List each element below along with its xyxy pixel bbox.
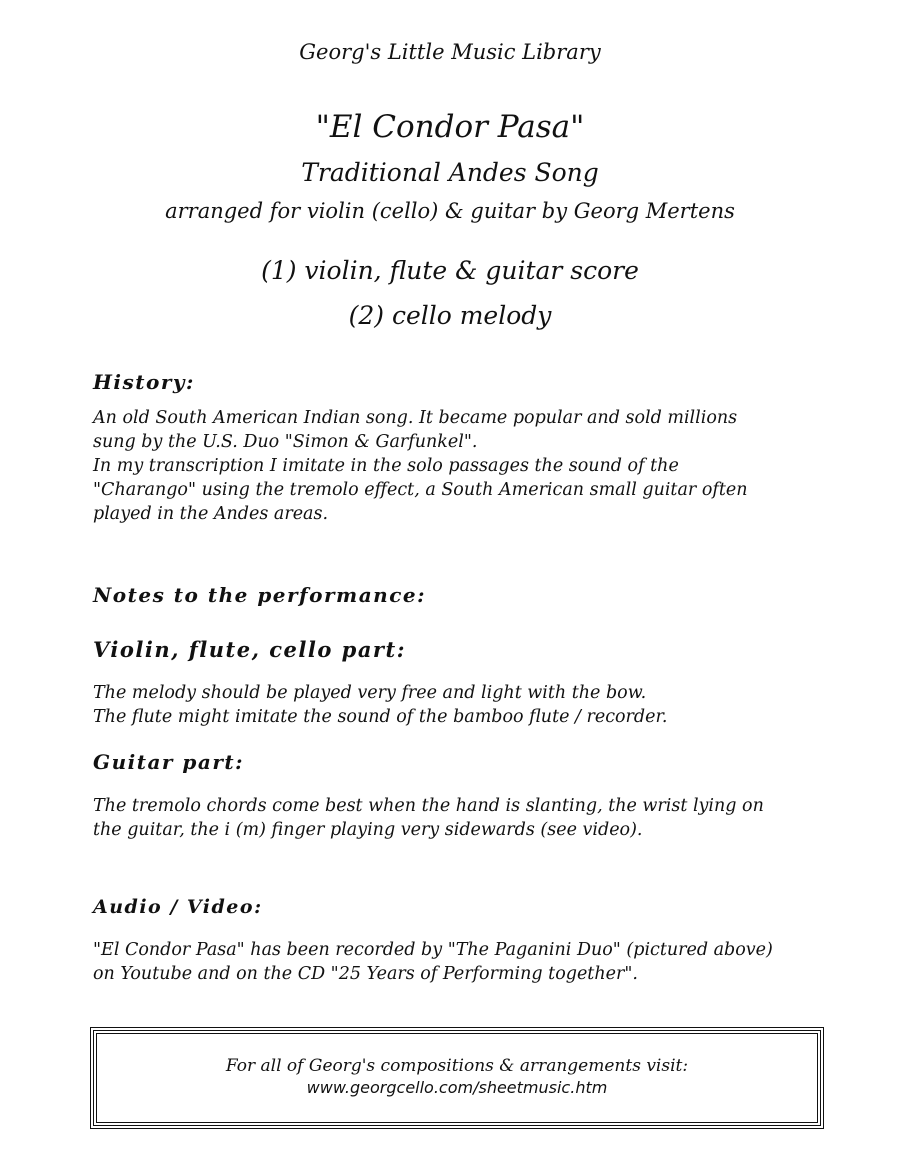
audio-video-heading: Audio / Video:	[93, 896, 263, 918]
audio-video-line: "El Condor Pasa" has been recorded by "The Paganini Duo" (pictured above)	[93, 940, 773, 960]
footer-inner-frame	[96, 1033, 818, 1123]
history-line: played in the Andes areas.	[93, 504, 329, 524]
library-name: Georg's Little Music Library	[299, 40, 601, 64]
footer-box	[90, 1027, 824, 1129]
notes-heading: Notes to the performance:	[93, 583, 426, 607]
song-title: "El Condor Pasa"	[315, 109, 585, 145]
history-line: sung by the U.S. Duo "Simon & Garfunkel".	[93, 432, 478, 452]
guitar-part-line: The tremolo chords come best when the hand is slanting, the wrist lying on	[93, 796, 764, 816]
part-2-label: (2) cello melody	[348, 301, 552, 330]
guitar-part-paragraph	[93, 794, 853, 842]
history-heading: History:	[93, 370, 195, 394]
violin-part-paragraph	[93, 681, 853, 729]
guitar-part-heading: Guitar part:	[93, 750, 245, 774]
history-line: An old South American Indian song. It became popular and sold millions	[93, 408, 738, 428]
guitar-part-line: the guitar, the i (m) finger playing very sidewards (see video).	[93, 820, 643, 840]
part-1-label: (1) violin, flute & guitar score	[261, 256, 639, 285]
footer-text: For all of Georg's compositions & arrangements visit:	[225, 1056, 689, 1076]
history-line: "Charango" using the tremolo effect, a South American small guitar often	[93, 480, 748, 500]
history-line: In my transcription I imitate in the solo passages the sound of the	[93, 456, 679, 476]
violin-part-line: The melody should be played very free and light with the bow.	[93, 683, 647, 703]
audio-video-paragraph	[93, 938, 853, 986]
violin-part-line: The flute might imitate the sound of the bamboo flute / recorder.	[93, 707, 668, 727]
footer-url-link[interactable]: www.georgcello.com/sheetmusic.htm	[306, 1078, 608, 1097]
song-subtitle: Traditional Andes Song	[301, 158, 599, 187]
violin-part-heading: Violin, flute, cello part:	[93, 637, 406, 662]
history-paragraph	[93, 406, 853, 526]
audio-video-line: on Youtube and on the CD "25 Years of Performing together".	[93, 964, 638, 984]
arranger-credit: arranged for violin (cello) & guitar by Georg Mertens	[165, 199, 735, 223]
